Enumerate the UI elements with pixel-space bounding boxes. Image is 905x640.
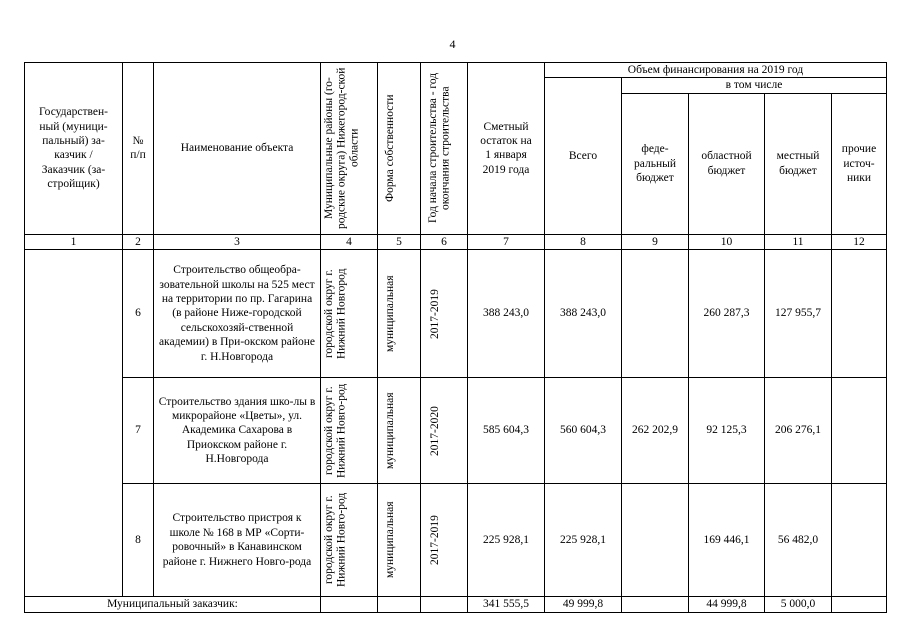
table-row <box>25 378 887 484</box>
column-number: 3 <box>154 234 321 249</box>
years-cell <box>421 250 468 378</box>
footer-total: 49 999,8 <box>545 597 622 612</box>
other-value <box>832 250 887 378</box>
years-cell <box>421 484 468 597</box>
total-value: 388 243,0 <box>545 250 622 378</box>
column-number: 4 <box>321 234 378 249</box>
ownership-text: муниципальная <box>384 275 396 352</box>
balance-value: 388 243,0 <box>468 250 545 378</box>
column-number: 5 <box>378 234 421 249</box>
footer-empty <box>378 597 421 612</box>
district-text: городской округ г. Нижний Новго-род <box>323 493 348 588</box>
header-customer: Государствен- ный (муници- пальный) за- казчик / Заказчик (за- стройщик) <box>25 63 123 235</box>
column-number: 9 <box>622 234 689 249</box>
local-value: 127 955,7 <box>765 250 832 378</box>
header-total: Всего <box>545 78 622 234</box>
header-other: прочие источ- ники <box>832 93 887 234</box>
ownership-text: муниципальная <box>384 392 396 469</box>
regional-value: 260 287,3 <box>689 250 765 378</box>
district-text: городской округ г. Нижний Новго-род <box>323 383 348 478</box>
balance-value: 225 928,1 <box>468 484 545 597</box>
header-municipal-district-text: Муниципальные районы (го-родские округа) Нижегород-ской области <box>323 67 361 230</box>
footer-empty <box>321 597 378 612</box>
footer-balance: 341 555,5 <box>468 597 545 612</box>
header-object-name: Наименование объекта <box>154 63 321 235</box>
header-balance: Сметный остаток на 1 января 2019 года <box>468 63 545 235</box>
header-num: № п/п <box>123 63 154 235</box>
header-municipal-district <box>321 63 378 235</box>
column-number: 8 <box>545 234 622 249</box>
header-years-text: Год начала строительства - год окончания строительства <box>427 73 452 224</box>
district-cell <box>321 484 378 597</box>
table-row <box>25 484 887 597</box>
financing-table <box>24 62 887 613</box>
regional-value: 92 125,3 <box>689 378 765 484</box>
footer-label: Муниципальный заказчик: <box>25 597 321 612</box>
district-cell <box>321 250 378 378</box>
federal-value <box>622 484 689 597</box>
header-regional: областной бюджет <box>689 93 765 234</box>
regional-value: 169 446,1 <box>689 484 765 597</box>
years-text: 2017-2020 <box>429 405 441 456</box>
header-financing-group: Объем финансирования на 2019 год <box>545 63 887 78</box>
local-value: 56 482,0 <box>765 484 832 597</box>
federal-value: 262 202,9 <box>622 378 689 484</box>
district-text: городской округ г. Нижний Новгород <box>323 268 348 359</box>
ownership-cell <box>378 484 421 597</box>
row-num: 7 <box>123 378 154 484</box>
column-numbers-row <box>25 234 887 249</box>
header-federal: феде- ральный бюджет <box>622 93 689 234</box>
footer-other <box>832 597 887 612</box>
row-num: 8 <box>123 484 154 597</box>
other-value <box>832 484 887 597</box>
header-years <box>421 63 468 235</box>
page-number: 4 <box>449 37 456 51</box>
table-row <box>25 250 887 378</box>
total-value: 225 928,1 <box>545 484 622 597</box>
row-num: 6 <box>123 250 154 378</box>
balance-value: 585 604,3 <box>468 378 545 484</box>
footer-regional: 44 999,8 <box>689 597 765 612</box>
column-number: 6 <box>421 234 468 249</box>
district-cell <box>321 378 378 484</box>
column-number: 7 <box>468 234 545 249</box>
footer-federal <box>622 597 689 612</box>
years-text: 2017-2019 <box>429 288 441 339</box>
total-value: 560 604,3 <box>545 378 622 484</box>
local-value: 206 276,1 <box>765 378 832 484</box>
other-value <box>832 378 887 484</box>
column-number: 11 <box>765 234 832 249</box>
federal-value <box>622 250 689 378</box>
header-local: местный бюджет <box>765 93 832 234</box>
ownership-cell <box>378 378 421 484</box>
object-name: Строительство пристроя к школе № 168 в МР «Сорти-ровочный» в Канавинском районе г. Нижнего Новго-рода <box>154 484 321 597</box>
years-text: 2017-2019 <box>429 515 441 566</box>
footer-local: 5 000,0 <box>765 597 832 612</box>
header-ownership <box>378 63 421 235</box>
header-ownership-text: Форма собственности <box>384 94 396 203</box>
object-name: Строительство общеобра-зовательной школы на 525 мест на территории по пр. Гагарина (в районе Ниже-городской сельскохозяй-ственной академии) в При-окском районе г. Н.Новгорода <box>154 250 321 378</box>
footer-row <box>25 597 887 612</box>
column-number: 1 <box>25 234 123 249</box>
years-cell <box>421 378 468 484</box>
ownership-cell <box>378 250 421 378</box>
footer-empty <box>421 597 468 612</box>
column-number: 10 <box>689 234 765 249</box>
column-number: 2 <box>123 234 154 249</box>
header-including: в том числе <box>622 78 887 93</box>
object-name: Строительство здания шко-лы в микрорайоне «Цветы», ул. Академика Сахарова в Приокском районе г. Н.Новгорода <box>154 378 321 484</box>
customer-cell <box>25 250 123 597</box>
column-number: 12 <box>832 234 887 249</box>
ownership-text: муниципальная <box>384 501 396 579</box>
